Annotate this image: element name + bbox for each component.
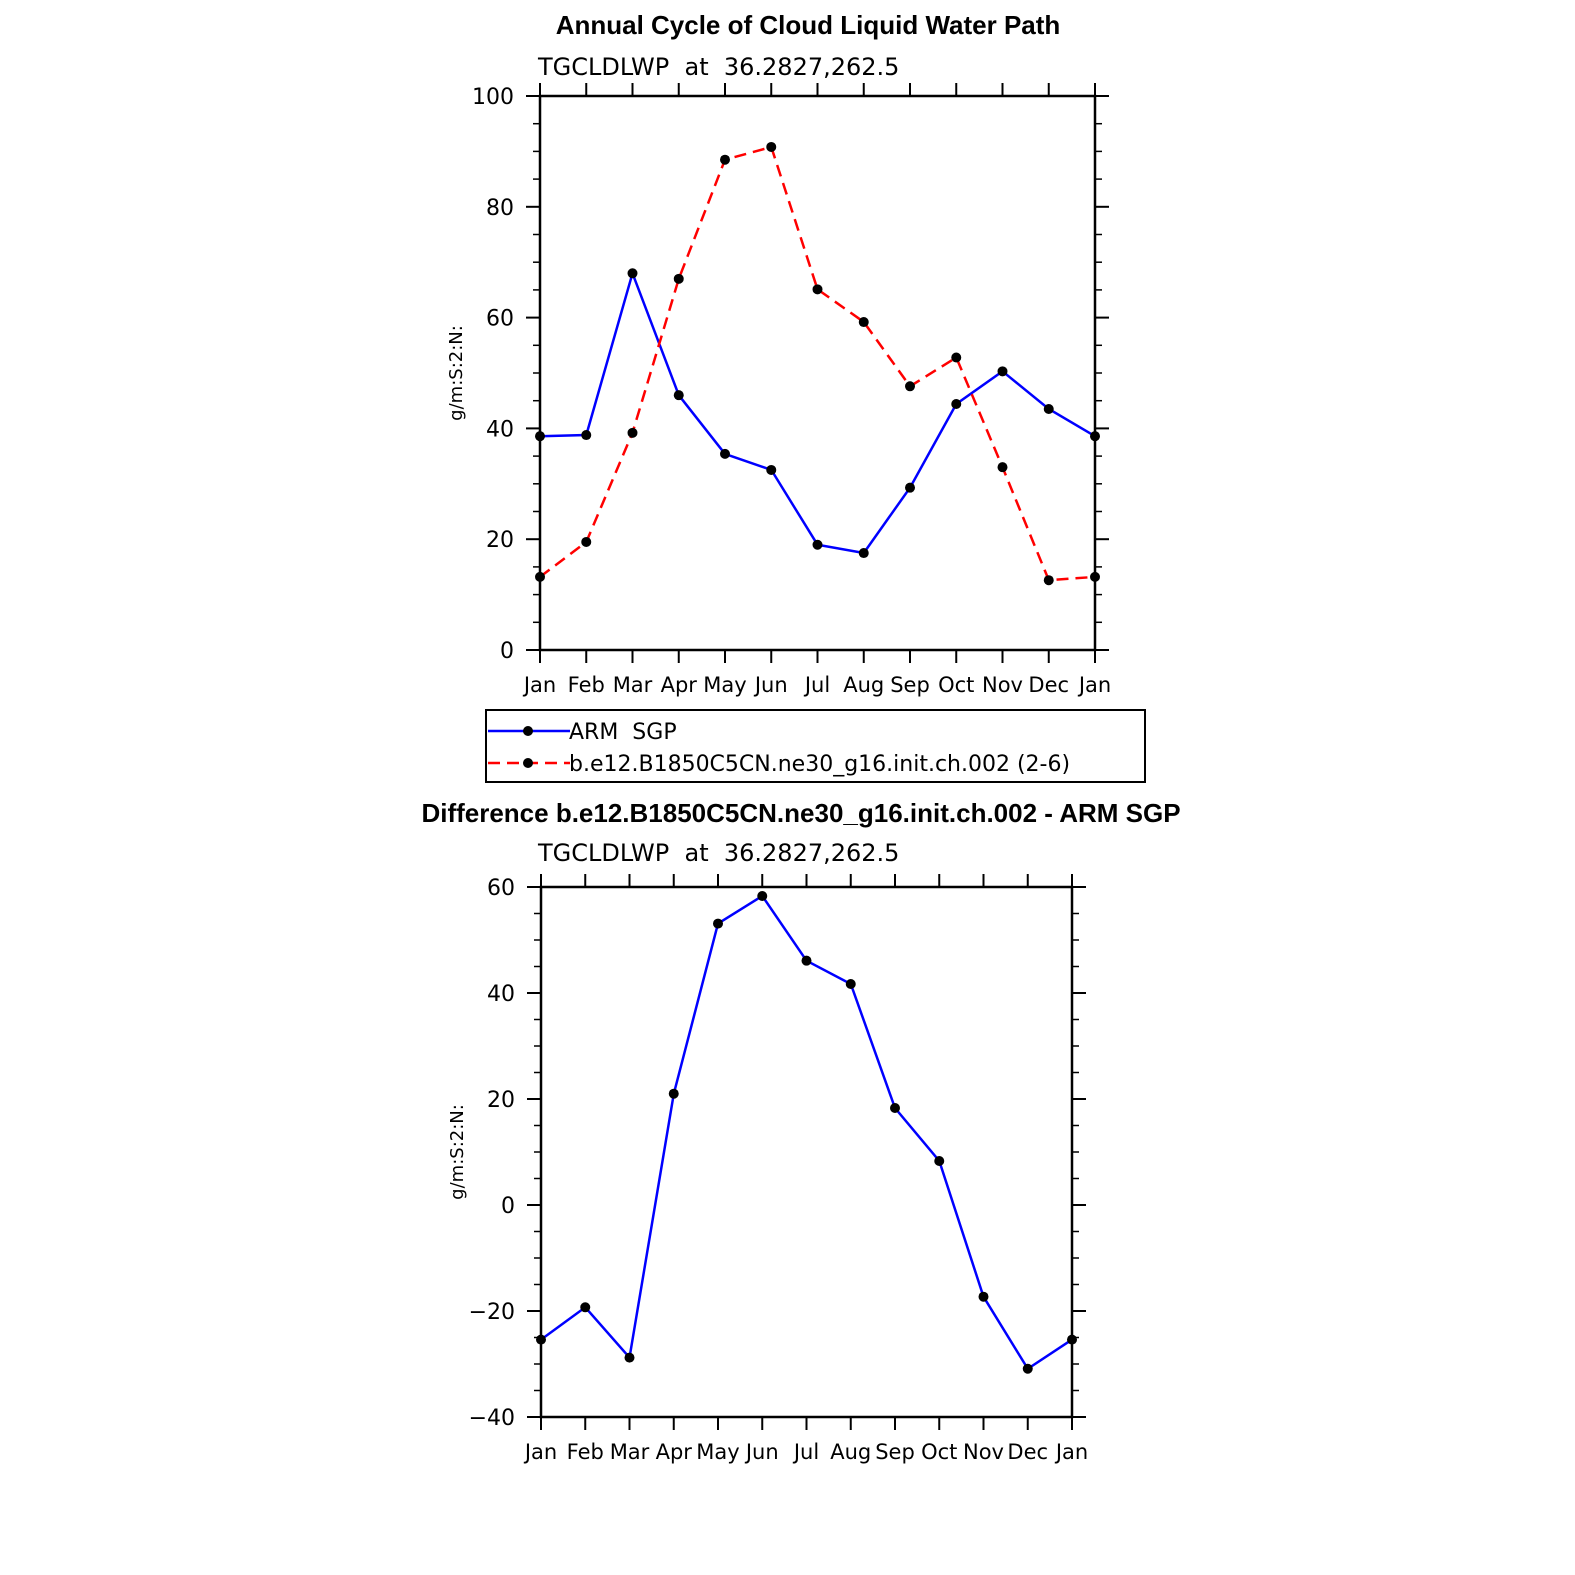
data-point [979,1292,989,1302]
data-point [535,431,545,441]
data-point [859,317,869,327]
x-tick-label: Jan [524,1440,558,1464]
y-tick-label: 0 [501,1194,515,1219]
x-tick-label: Apr [660,673,697,697]
data-point [713,919,723,929]
y-axis-label: g/m:S:2:N: [446,325,467,421]
x-tick-label: Jan [1055,1440,1089,1464]
y-tick-label: 40 [487,982,515,1007]
data-point [535,572,545,582]
panel1-subtitle: TGCLDLWP at 36.2827,262.5 [538,53,900,81]
data-point [581,430,591,440]
y-tick-label: 20 [486,528,514,554]
y-tick-label: 0 [500,639,514,664]
data-point [998,462,1008,472]
x-tick-label: Jul [804,673,831,697]
y-tick-label: 60 [487,876,515,901]
series-line-0 [541,896,1072,1369]
x-tick-label: May [703,673,747,697]
x-tick-label: Mar [609,1440,650,1464]
y-tick-label: −40 [468,1406,515,1431]
y-axis-label: g/m:S:2:N: [447,1104,468,1200]
data-point [802,956,812,966]
data-point [625,1353,635,1363]
data-point [1044,575,1054,585]
panel2-title: Difference b.e12.B1850C5CN.ne30_g16.init.ch.002 - ARM SGP [421,798,1181,828]
data-point [951,352,961,362]
panel2-subtitle: TGCLDLWP at 36.2827,262.5 [538,839,900,867]
x-tick-label: Apr [655,1440,692,1464]
data-point [720,449,730,459]
data-point [674,390,684,400]
x-tick-label: May [696,1440,740,1464]
x-tick-label: Aug [843,673,885,697]
x-tick-label: Sep [890,673,930,697]
plot-frame [540,96,1095,650]
data-point [934,1156,944,1166]
x-tick-label: Sep [875,1440,915,1464]
x-tick-label: Aug [830,1440,872,1464]
x-tick-label: Oct [938,673,975,697]
x-tick-label: Nov [963,1440,1004,1464]
plot-frame [541,887,1072,1417]
x-tick-label: Dec [1007,1440,1049,1464]
y-tick-label: 20 [487,1088,515,1113]
panel1-title: Annual Cycle of Cloud Liquid Water Path [555,10,1061,40]
legend [486,710,1145,782]
data-point [951,399,961,409]
x-tick-label: Nov [982,673,1023,697]
data-point [720,155,730,165]
data-point [905,483,915,493]
data-point [846,979,856,989]
legend-marker-model [523,758,533,768]
data-point [766,142,776,152]
data-point [1044,404,1054,414]
panel2-plot [447,874,1088,1464]
y-tick-label: 60 [486,306,514,332]
x-tick-label: Oct [921,1440,958,1464]
y-tick-label: 40 [486,417,514,443]
data-point [859,548,869,558]
data-point [580,1302,590,1312]
x-tick-label: Jan [1078,673,1112,697]
data-point [766,465,776,475]
x-tick-label: Mar [612,673,653,697]
panel1-plot [446,83,1111,697]
legend-marker-arm [523,726,533,736]
data-point [1090,431,1100,441]
data-point [628,268,638,278]
data-point [1023,1364,1033,1374]
data-point [998,366,1008,376]
data-point [669,1089,679,1099]
data-point [674,274,684,284]
y-tick-label: −20 [468,1300,515,1325]
x-tick-label: Feb [567,673,605,697]
x-tick-label: Jul [793,1440,820,1464]
series-line-0 [540,273,1095,553]
data-point [536,1335,546,1345]
data-point [813,540,823,550]
x-tick-label: Jun [745,1440,779,1464]
x-tick-label: Jan [523,673,557,697]
series-line-1 [540,147,1095,580]
data-point [813,284,823,294]
data-point [1067,1335,1077,1345]
x-tick-label: Dec [1028,673,1070,697]
data-point [581,537,591,547]
legend-label-model: b.e12.B1850C5CN.ne30_g16.init.ch.002 (2-6) [569,752,1071,777]
data-point [890,1103,900,1113]
data-point [757,891,767,901]
data-point [1090,572,1100,582]
y-tick-label: 100 [472,85,514,110]
data-point [628,428,638,438]
x-tick-label: Feb [566,1440,604,1464]
y-tick-label: 80 [486,195,514,221]
legend-label-arm: ARM SGP [569,720,677,745]
data-point [905,381,915,391]
x-tick-label: Jun [754,673,788,697]
